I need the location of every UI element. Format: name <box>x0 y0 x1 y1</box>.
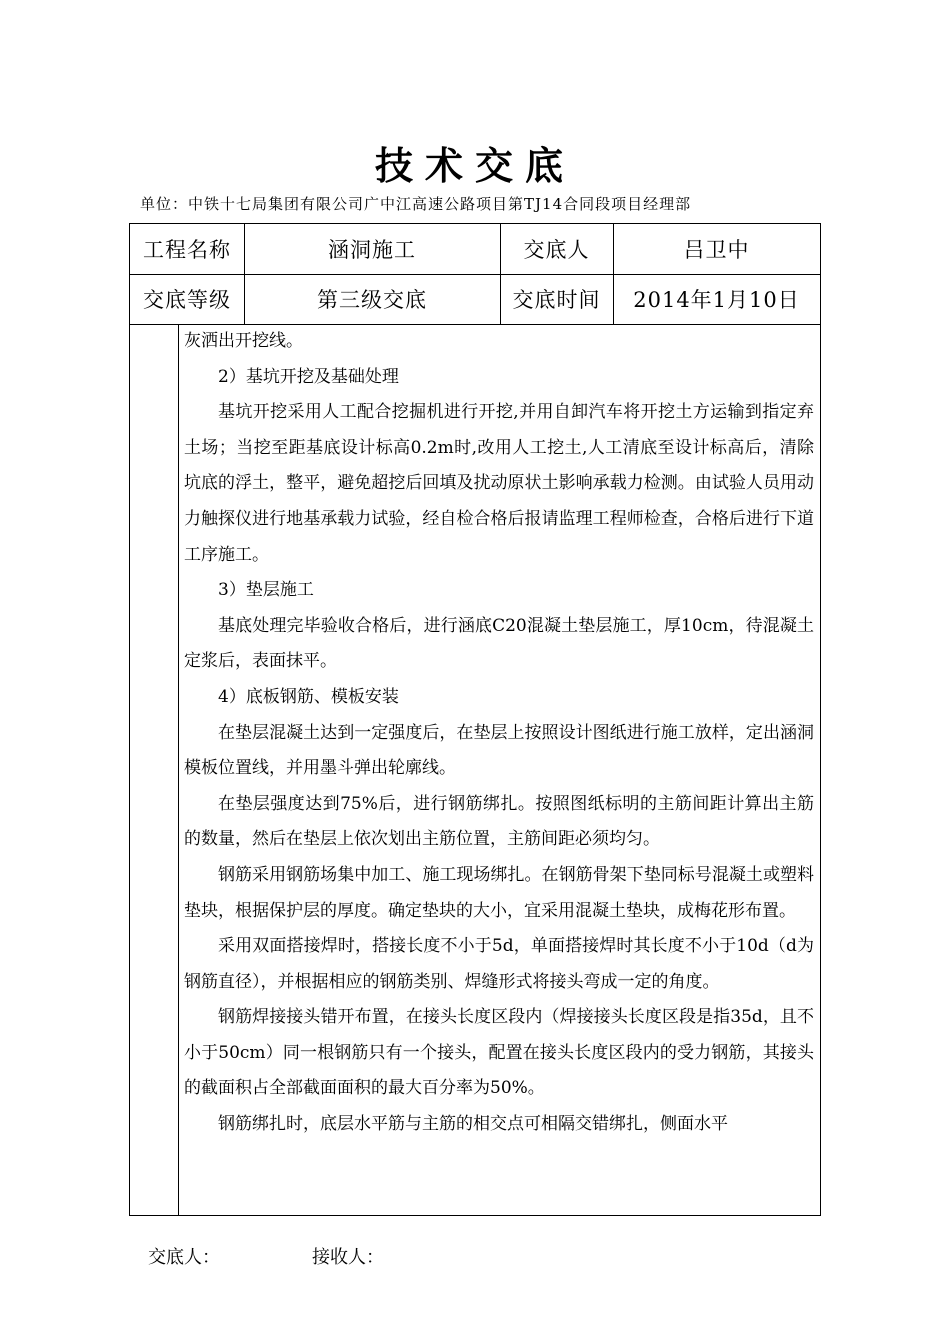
disclosure-table <box>129 223 821 1216</box>
paragraph: 基坑开挖采用人工配合挖掘机进行开挖,并用自卸汽车将开挖土方运输到指定弃土场；当挖至距基底设计标高0.2m时,改用人工挖土,人工清底至设计标高后，清除坑底的浮土，整平，避免超挖后回填及扰动原状土影响承载力检测。由试验人员用动力触探仪进行地基承载力试验，经自检合格后报请监理工程师检查，合格后进行下道工序施工。 <box>184 402 814 565</box>
disclosure-time-label: 交底时间 <box>512 288 601 312</box>
unit-line: 单位：中铁十七局集团有限公司广中江高速公路项目第TJ14合同段项目经理部 <box>140 195 692 213</box>
receiver-signature-label: 接收人： <box>312 1247 384 1268</box>
section-heading: 2）基坑开挖及基础处理 <box>218 366 399 387</box>
disclosure-body <box>184 324 814 1143</box>
body-left-margin-line <box>178 324 179 1215</box>
project-name-label: 工程名称 <box>143 238 231 262</box>
discloser-value: 吕卫中 <box>683 238 750 262</box>
document-title: 技术交底 <box>374 143 575 188</box>
paragraph: 基底处理完毕验收合格后，进行涵底C20混凝土垫层施工，厚10cm，待混凝土定浆后，表面抹平。 <box>184 615 814 672</box>
paragraph: 钢筋绑扎时，底层水平筋与主筋的相交点可相隔交错绑扎，侧面水平 <box>218 1114 728 1135</box>
discloser-label: 交底人 <box>523 238 590 262</box>
paragraph: 采用双面搭接焊时，搭接长度不小于5d，单面搭接焊时其长度不小于10d（d为钢筋直径），并根据相应的钢筋类别、焊缝形式将接头弯成一定的角度。 <box>184 936 814 992</box>
section-heading: 4）底板钢筋、模板安装 <box>218 686 399 707</box>
paragraph: 在垫层混凝土达到一定强度后，在垫层上按照设计图纸进行施工放样，定出涵洞模板位置线，并用墨斗弹出轮廓线。 <box>184 722 814 779</box>
disclosure-level-value: 第三级交底 <box>317 288 427 312</box>
paragraph: 钢筋采用钢筋场集中加工、施工现场绑扎。在钢筋骨架下垫同标号混凝土或塑料垫块，根据保护层的厚度。确定垫块的大小，宜采用混凝土垫块，成梅花形布置。 <box>184 864 814 921</box>
disclosure-time-value: 2014年1月10日 <box>633 288 800 312</box>
paragraph: 灰洒出开挖线。 <box>184 331 303 351</box>
disclosure-level-label: 交底等级 <box>143 288 231 312</box>
giver-signature-label: 交底人： <box>148 1247 220 1268</box>
project-name-value: 涵洞施工 <box>328 238 416 262</box>
paragraph: 钢筋焊接接头错开布置，在接头长度区段内（焊接接头长度区段是指35d，且不小于50cm）同一根钢筋只有一个接头，配置在接头长度区段内的受力钢筋，其接头的截面积占全部截面面积的最大百分率为50%。 <box>184 1007 814 1099</box>
section-heading: 3）垫层施工 <box>218 580 314 601</box>
paragraph: 在垫层强度达到75%后，进行钢筋绑扎。按照图纸标明的主筋间距计算出主筋的数量，然后在垫层上依次划出主筋位置，主筋间距必须均匀。 <box>184 793 814 850</box>
